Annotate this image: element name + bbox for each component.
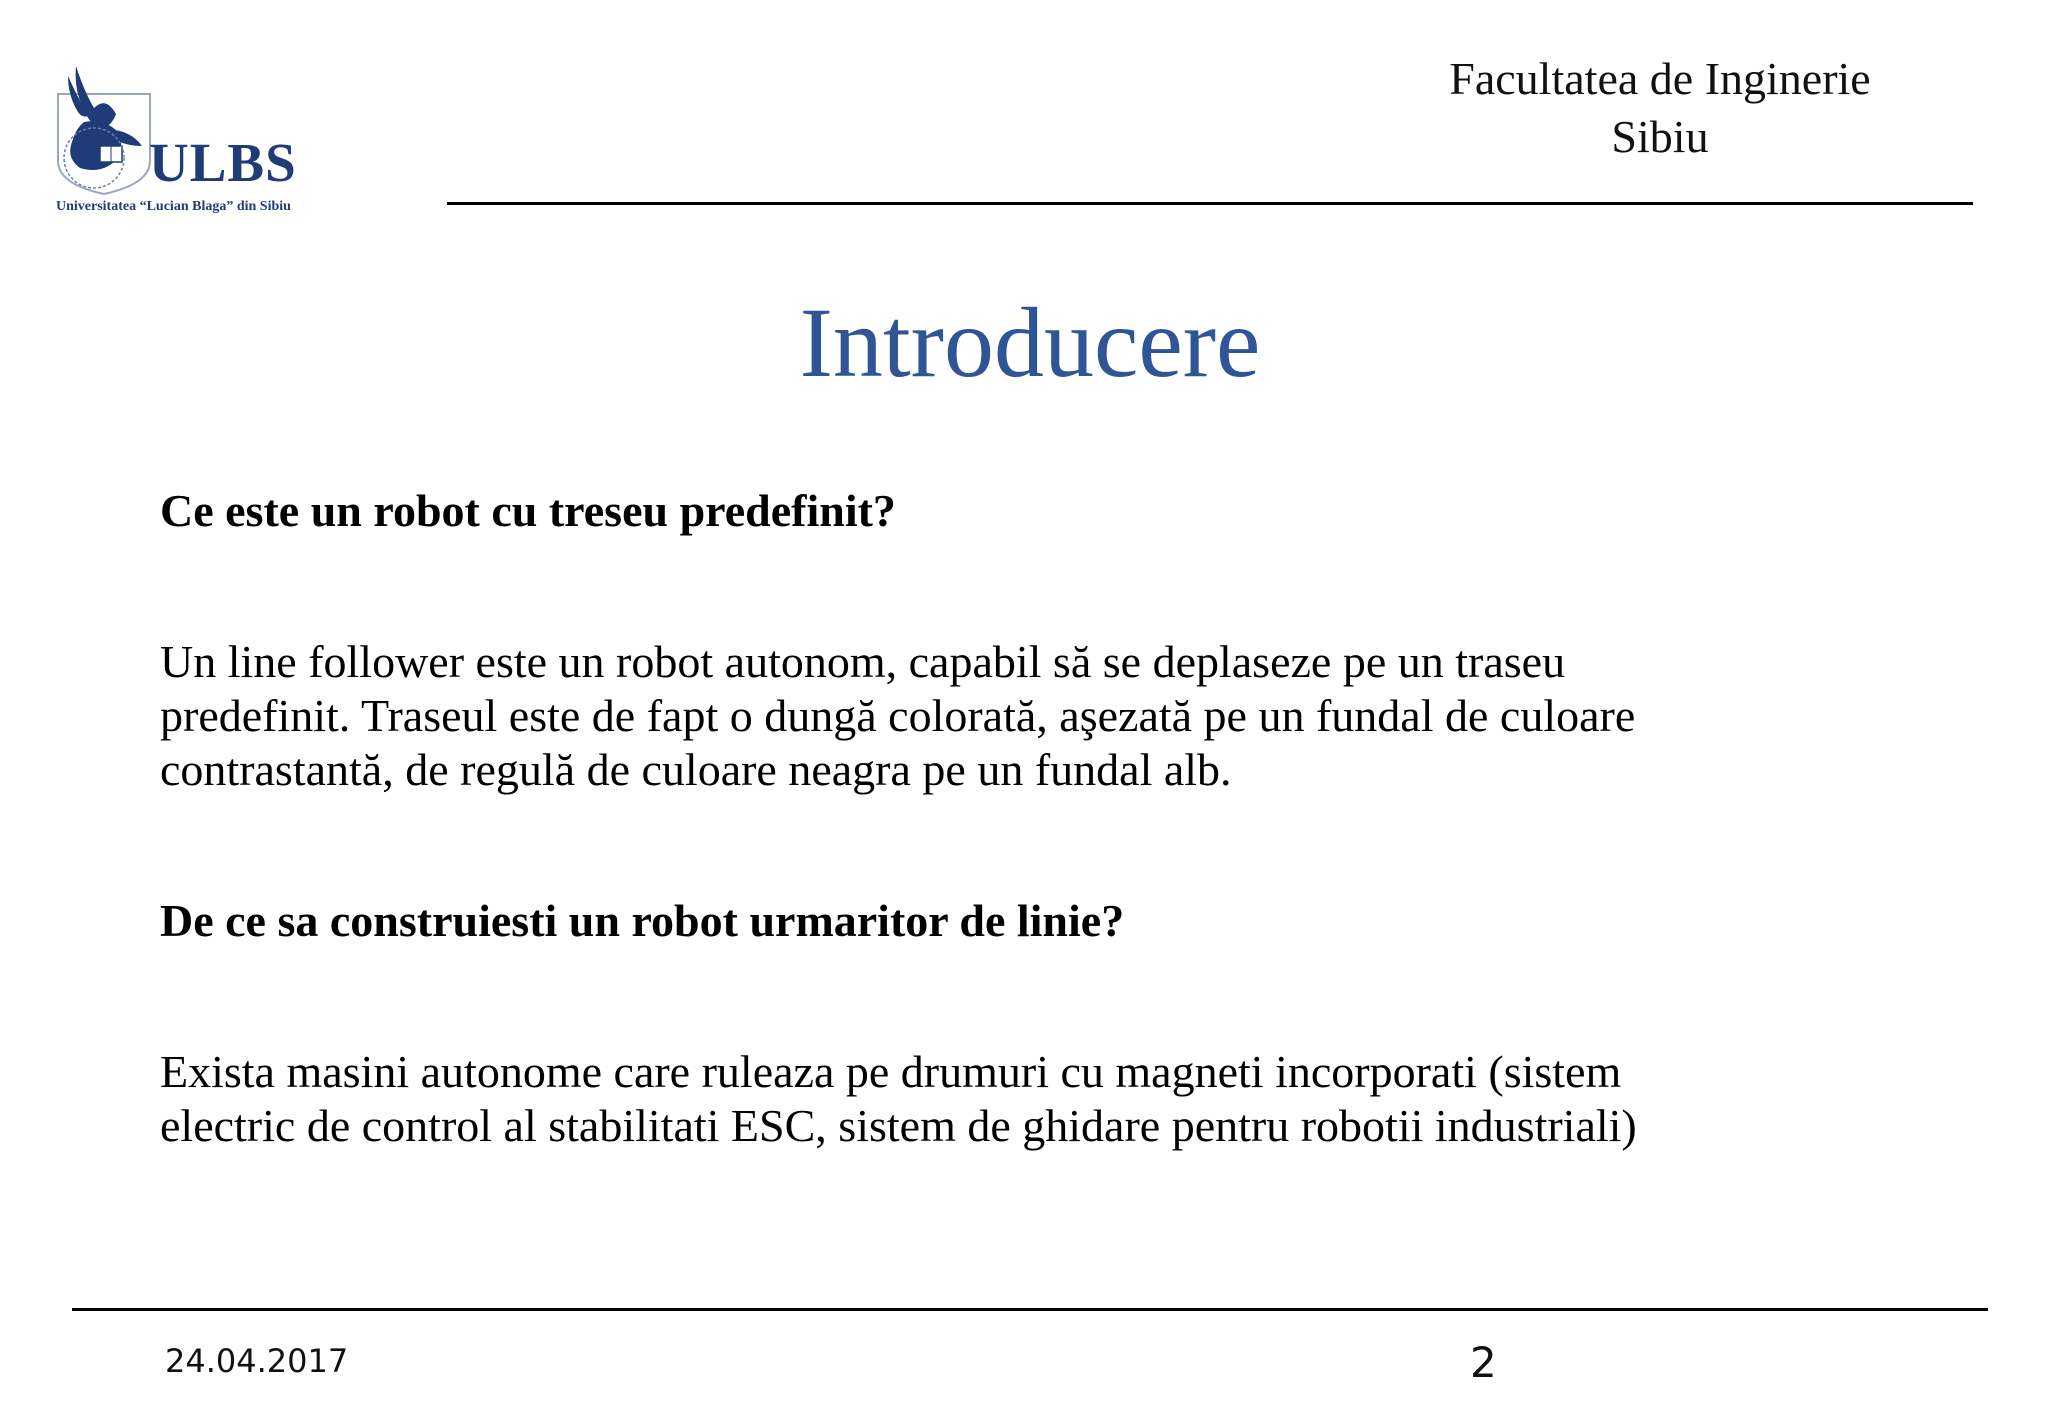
paragraph-2-line-2: electric de control al stabilitati ESC, sistem de ghidare pentru robotii industriali)	[160, 1100, 1637, 1151]
paragraph-1-line-3: contrastantă, de regulă de culoare neagra pe un fundal alb.	[160, 744, 1232, 795]
slide-title: Introducere	[799, 287, 1261, 398]
logo-tagline: Universitatea “Lucian Blaga” din Sibiu	[56, 199, 291, 214]
faculty-line-2: Sibiu	[1611, 111, 1709, 162]
paragraph-2-line-1: Exista masini autonome care ruleaza pe drumuri cu magneti incorporati (sistem	[160, 1046, 1622, 1097]
faculty-line-1: Facultatea de Inginerie	[1449, 53, 1871, 104]
paragraph-1-line-2: predefinit. Traseul este de fapt o dungă colorată, aşezată pe un fundal de culoare	[160, 690, 1636, 741]
university-logo	[54, 66, 304, 226]
footer-divider	[72, 1308, 1988, 1311]
logo-name: ULBS	[149, 132, 297, 193]
paragraph-2	[160, 1045, 1637, 1153]
faculty-name	[1380, 50, 1940, 166]
page-number: 2	[1470, 1338, 1497, 1387]
question-1: Ce este un robot cu treseu predefinit?	[160, 485, 896, 536]
paragraph-1	[160, 635, 1635, 797]
question-2: De ce sa construiesti un robot urmaritor de linie?	[160, 895, 1125, 946]
header-divider	[447, 202, 1973, 205]
paragraph-1-line-1: Un line follower este un robot autonom, capabil să se deplaseze pe un traseu	[160, 636, 1566, 687]
eagle-emblem-icon	[54, 66, 154, 196]
slide-date: 24.04.2017	[165, 1342, 349, 1380]
